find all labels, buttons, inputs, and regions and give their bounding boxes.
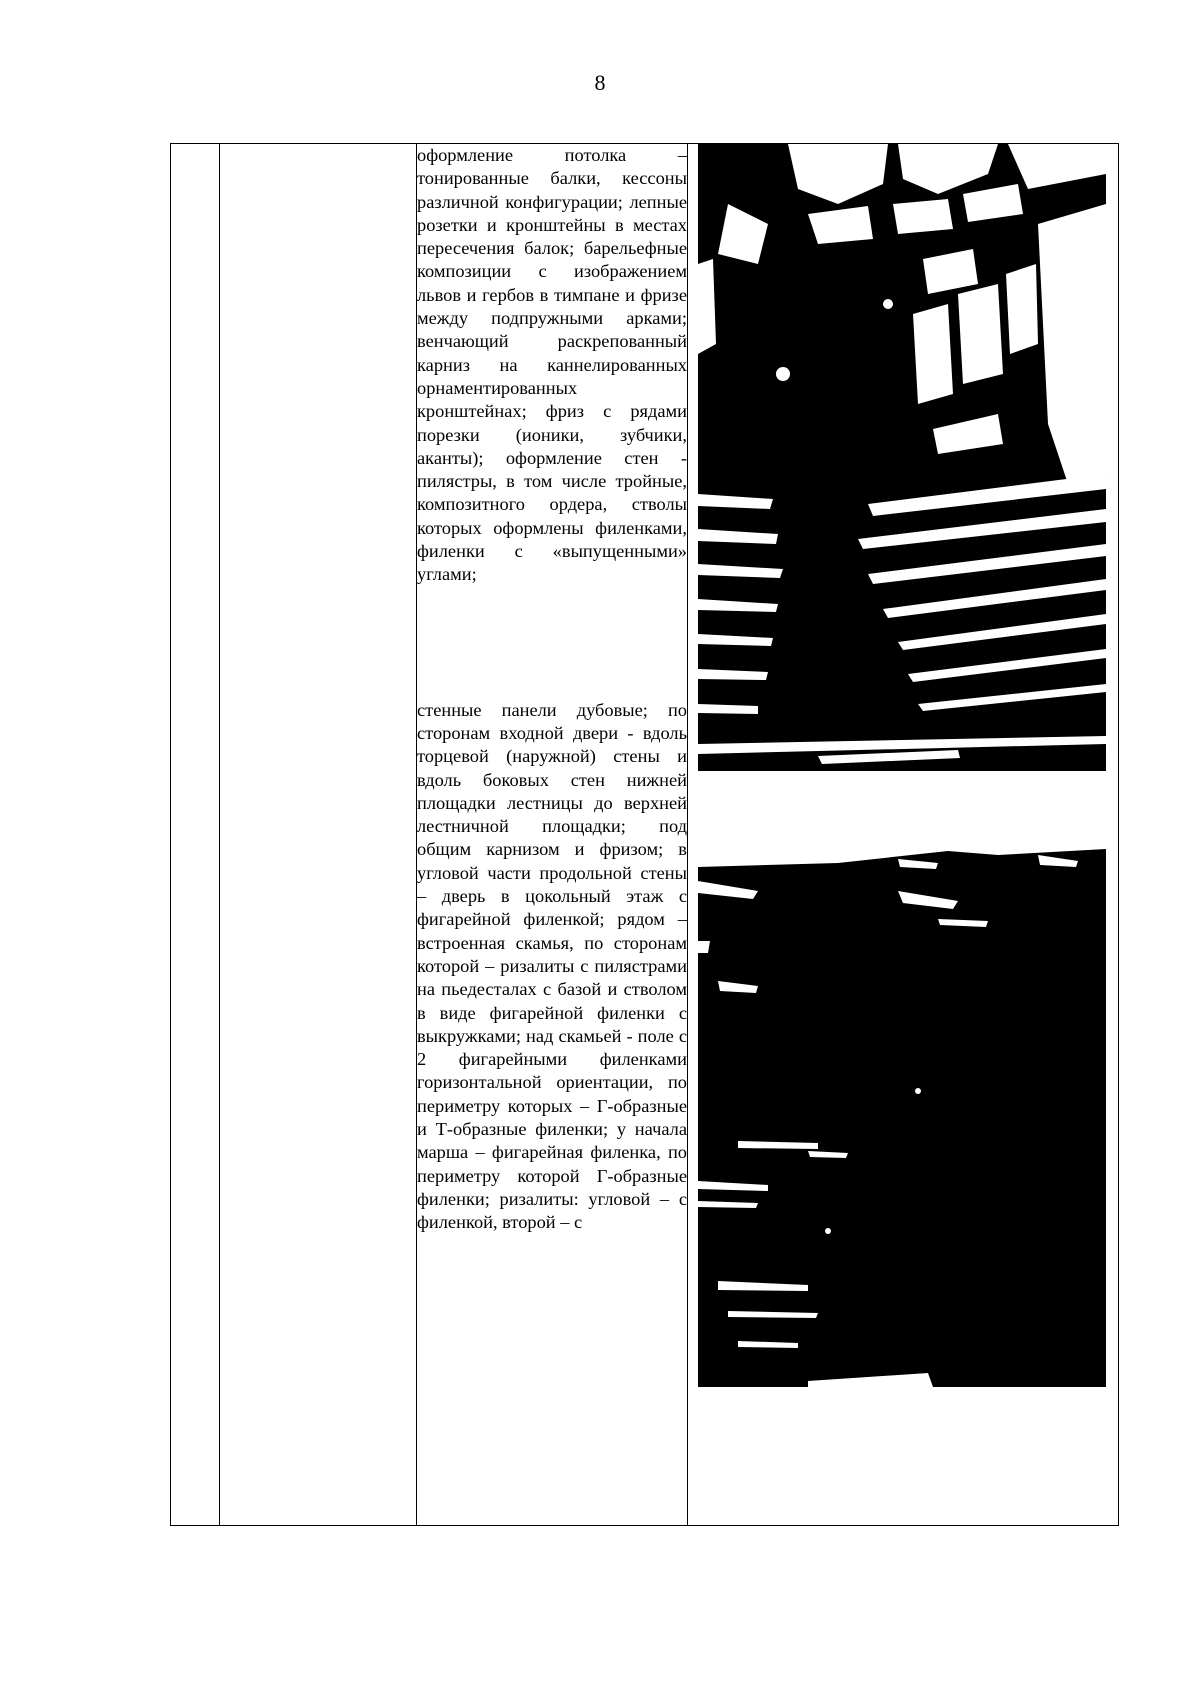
ceiling-walls-description: оформление потолка – тонированные балки, кессоны различной конфигурации; лепные розетки и кронштейны в местах пересечения балок; барельефные композиции с изображением львов и гербов в тимпане и фризе между подпружными арками; венчающий раскрепованный карниз на каннелированных орнаментированных кронштейнах; фриз с рядами порезки (ионики, зубчики, аканты); оформление стен - пилястры, в том числе тройные, композитного ордера, стволы которых оформлены филенками, филенки с «выпущенными» углами; bbox=[417, 145, 687, 585]
table-cell-number bbox=[171, 144, 220, 1526]
staircase-ceiling-photo bbox=[698, 144, 1106, 771]
table-cell-name bbox=[220, 144, 417, 1526]
table-row bbox=[171, 144, 1119, 1526]
wall-panels-description: стенные панели дубовые; по сторонам входной двери - вдоль торцевой (наружной) стены и вдоль боковых стен нижней площадки лестницы до верхней лестничной площадки; под общим карнизом и фризом; в угловой части продольной стены – дверь в цокольный этаж с фигарейной филенкой; рядом – встроенная скамья, по сторонам которой – ризалиты с пилястрами на пьедесталах с базой и стволом в виде фигарейной филенки с выкружками; над скамьей - поле с 2 фигарейными филенками горизонтальной ориентации, по периметру которых – Г-образные и Т-образные филенки; у начала марша – фигарейная филенка, по периметру которой Г-образные филенки; ризалиты: угловой – с филенкой, второй – с bbox=[417, 699, 687, 1233]
monument-description-table bbox=[170, 143, 1119, 1526]
description-cell bbox=[417, 144, 688, 1526]
photo-cell bbox=[688, 144, 1119, 1526]
oak-wall-panels-photo bbox=[698, 841, 1106, 1387]
page-number: 8 bbox=[594, 70, 606, 95]
